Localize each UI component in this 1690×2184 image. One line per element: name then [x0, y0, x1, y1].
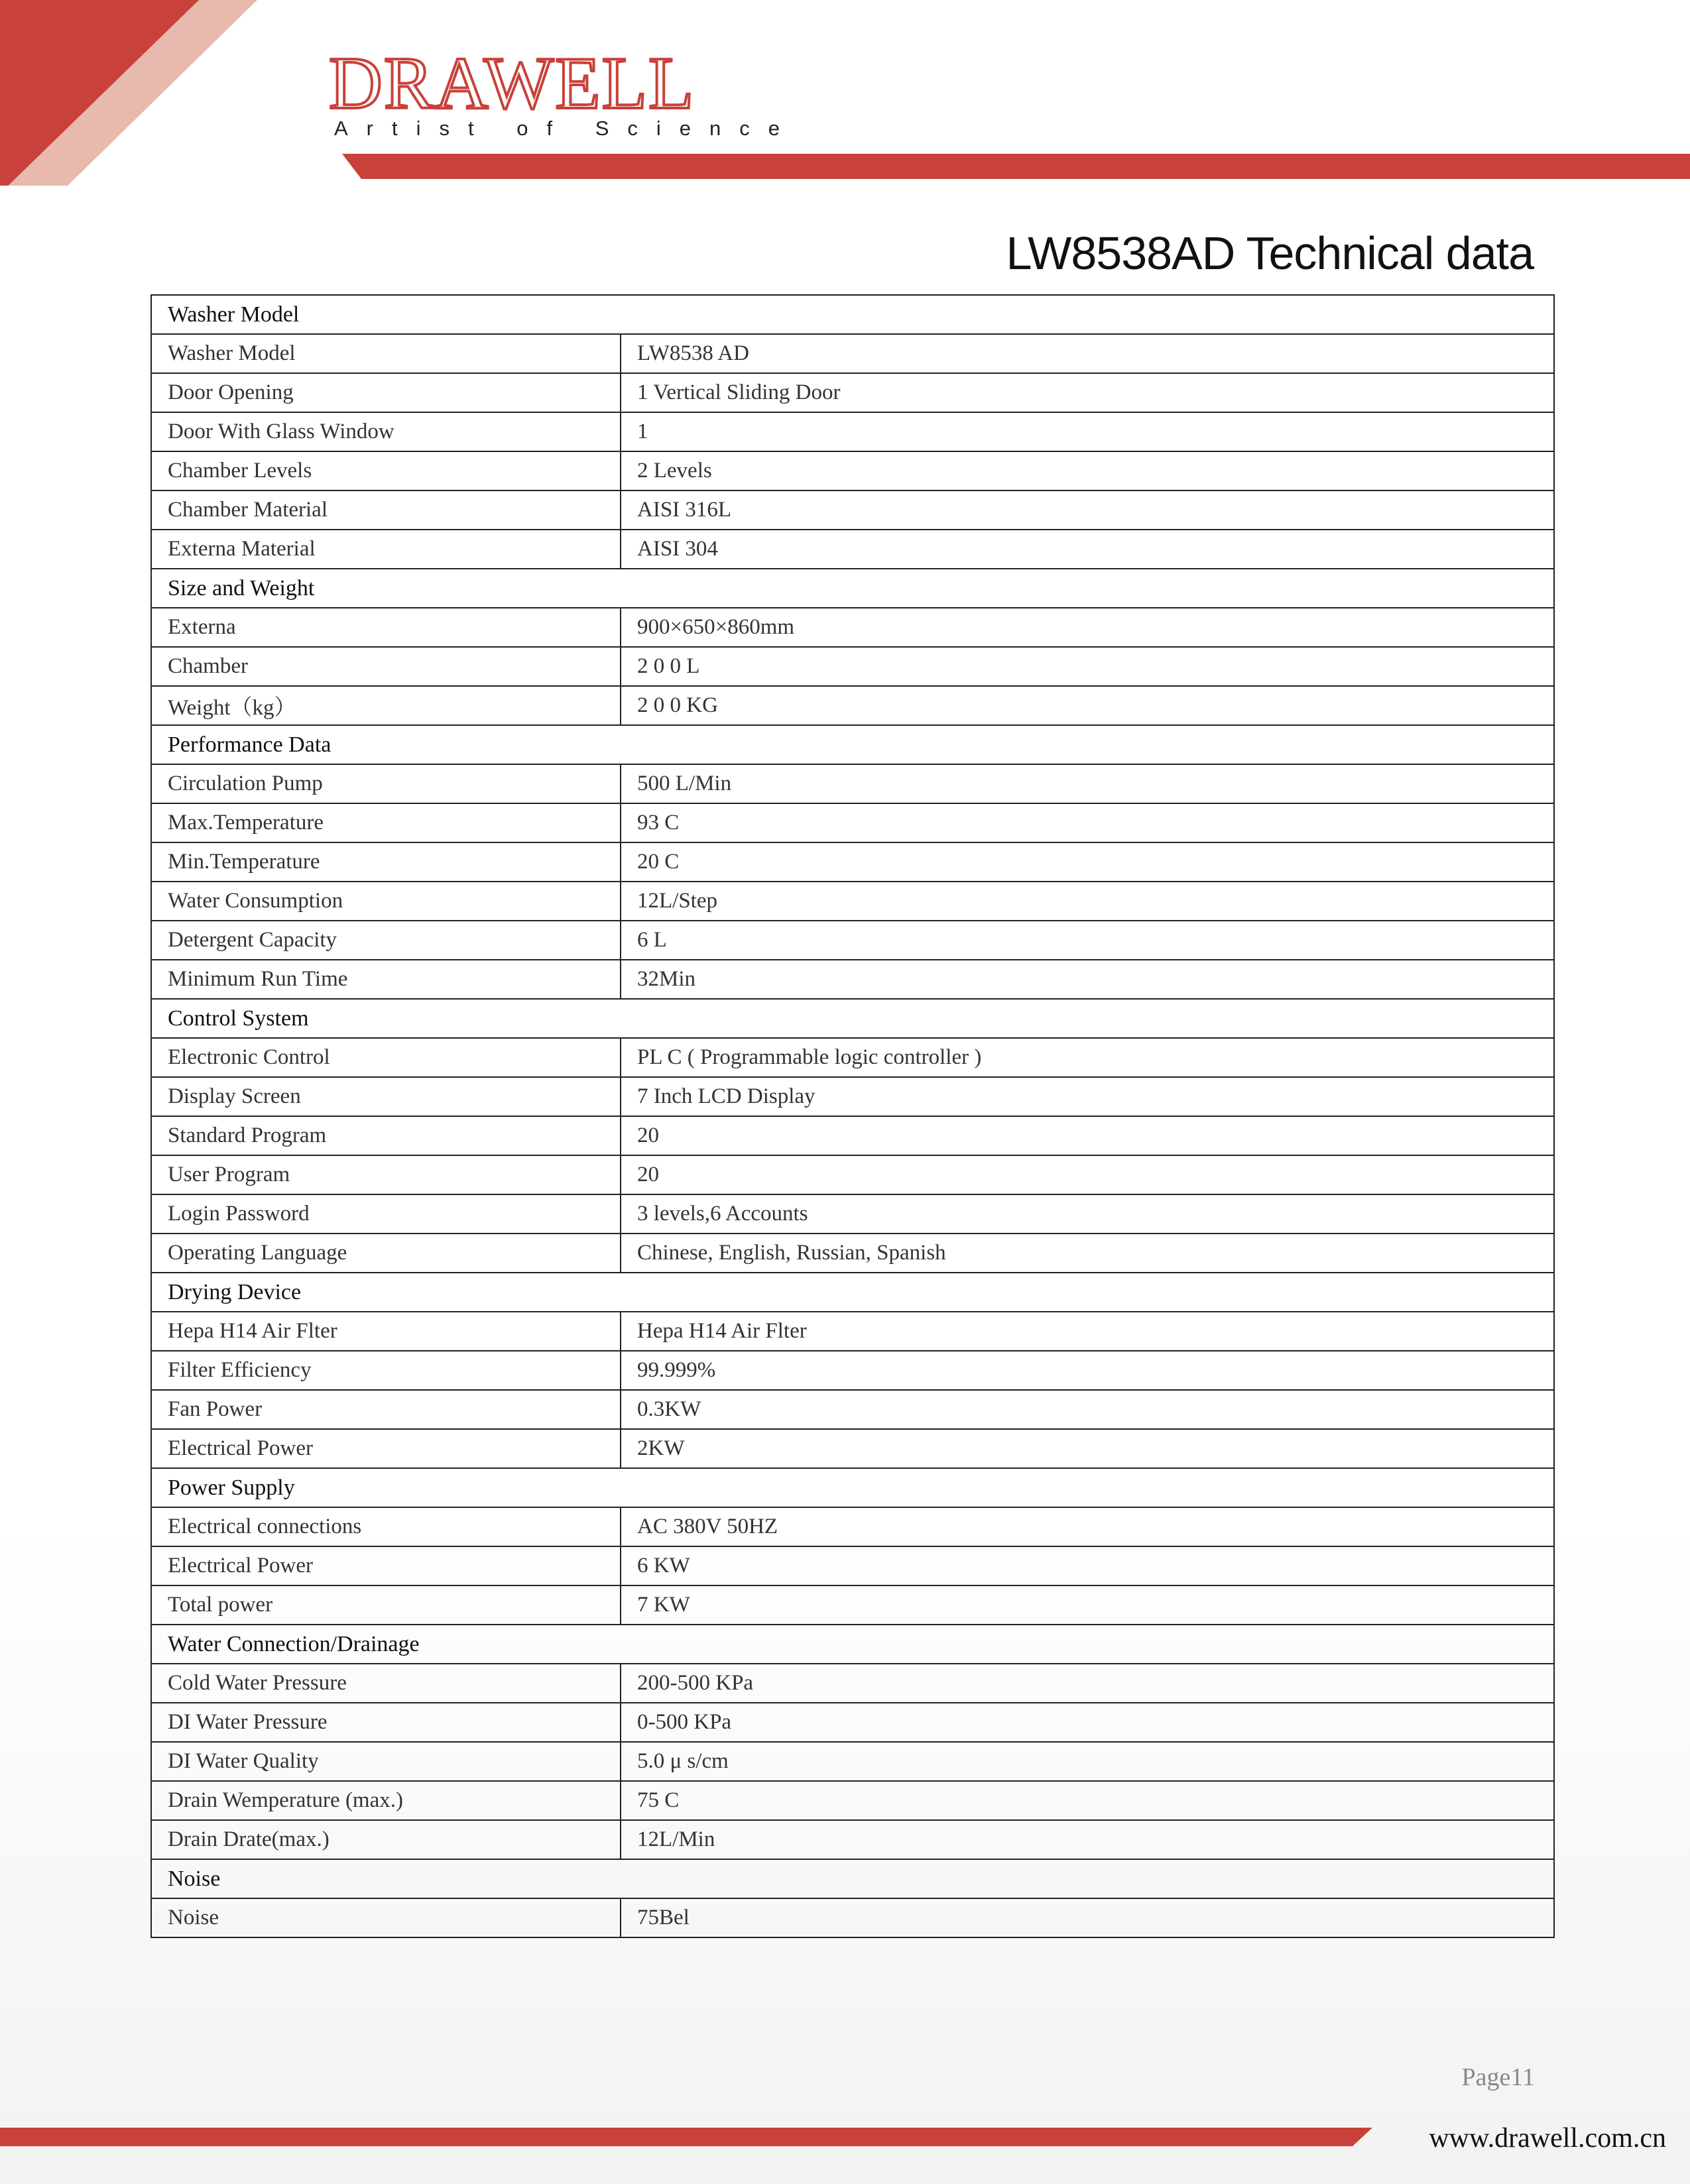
spec-value: 75Bel: [621, 1898, 1554, 1937]
table-row: [151, 1390, 1554, 1429]
spec-label: Standard Program: [151, 1116, 621, 1155]
table-row: [151, 1820, 1554, 1859]
section-header-row: [151, 1273, 1554, 1312]
spec-label: Login Password: [151, 1194, 621, 1234]
logo-tagline: Artist of Science: [334, 117, 798, 140]
spec-value: 75 C: [621, 1781, 1554, 1820]
spec-value: 5.0 μ s/cm: [621, 1742, 1554, 1781]
spec-label: Drain Drate(max.): [151, 1820, 621, 1859]
spec-label: Chamber Material: [151, 490, 621, 530]
table-row: [151, 1351, 1554, 1390]
section-title: Power Supply: [151, 1468, 1554, 1507]
header-decoration: [0, 0, 1690, 186]
spec-value: 32Min: [621, 960, 1554, 999]
spec-label: Chamber Levels: [151, 451, 621, 490]
logo-wordmark: DRAWELL: [329, 42, 695, 125]
spec-value: 1: [621, 412, 1554, 451]
section-title: Size and Weight: [151, 569, 1554, 608]
spec-label: Minimum Run Time: [151, 960, 621, 999]
table-row: [151, 1546, 1554, 1585]
table-row: [151, 1703, 1554, 1742]
spec-value: Hepa H14 Air Flter: [621, 1312, 1554, 1351]
spec-value: 12L/Min: [621, 1820, 1554, 1859]
spec-label: Weight（kg）: [151, 686, 621, 725]
spec-label: Electrical Power: [151, 1546, 621, 1585]
table-row: [151, 1742, 1554, 1781]
table-row: [151, 647, 1554, 686]
spec-label: Cold Water Pressure: [151, 1664, 621, 1703]
spec-label: Chamber: [151, 647, 621, 686]
spec-label: Min.Temperature: [151, 842, 621, 882]
spec-label: Electrical connections: [151, 1507, 621, 1546]
table-row: [151, 1194, 1554, 1234]
spec-value: 20: [621, 1155, 1554, 1194]
spec-label: User Program: [151, 1155, 621, 1194]
spec-value: AC 380V 50HZ: [621, 1507, 1554, 1546]
spec-table: [151, 294, 1555, 1938]
section-header-row: [151, 569, 1554, 608]
table-row: [151, 686, 1554, 725]
table-row: [151, 608, 1554, 647]
table-row: [151, 451, 1554, 490]
spec-value: 7 Inch LCD Display: [621, 1077, 1554, 1116]
spec-value: 7 KW: [621, 1585, 1554, 1625]
section-title: Control System: [151, 999, 1554, 1038]
spec-value: 20: [621, 1116, 1554, 1155]
table-row: [151, 882, 1554, 921]
spec-value: 2 Levels: [621, 451, 1554, 490]
section-header-row: [151, 1468, 1554, 1507]
spec-value: 12L/Step: [621, 882, 1554, 921]
spec-value: 6 L: [621, 921, 1554, 960]
spec-value: AISI 316L: [621, 490, 1554, 530]
spec-value: 93 C: [621, 803, 1554, 842]
spec-label: Fan Power: [151, 1390, 621, 1429]
spec-value: 2KW: [621, 1429, 1554, 1468]
table-row: [151, 1898, 1554, 1937]
spec-label: Electrical Power: [151, 1429, 621, 1468]
spec-label: Noise: [151, 1898, 621, 1937]
table-row: [151, 334, 1554, 373]
spec-value: 3 levels,6 Accounts: [621, 1194, 1554, 1234]
spec-label: Washer Model: [151, 334, 621, 373]
section-title: Washer Model: [151, 295, 1554, 334]
spec-value: 0-500 KPa: [621, 1703, 1554, 1742]
spec-value: 500 L/Min: [621, 764, 1554, 803]
spec-label: Total power: [151, 1585, 621, 1625]
table-row: [151, 1664, 1554, 1703]
section-header-row: [151, 295, 1554, 334]
table-row: [151, 490, 1554, 530]
table-row: [151, 412, 1554, 451]
section-title: Water Connection/Drainage: [151, 1625, 1554, 1664]
spec-label: Door With Glass Window: [151, 412, 621, 451]
page-title: LW8538AD Technical data: [1006, 227, 1534, 279]
table-row: [151, 1116, 1554, 1155]
table-row: [151, 803, 1554, 842]
section-header-row: [151, 1625, 1554, 1664]
spec-table-body: [151, 295, 1554, 1937]
spec-label: Max.Temperature: [151, 803, 621, 842]
spec-value: 900×650×860mm: [621, 608, 1554, 647]
spec-value: 2 0 0 KG: [621, 686, 1554, 725]
table-row: [151, 530, 1554, 569]
section-title: Drying Device: [151, 1273, 1554, 1312]
spec-value: AISI 304: [621, 530, 1554, 569]
spec-value: Chinese, English, Russian, Spanish: [621, 1234, 1554, 1273]
spec-value: 1 Vertical Sliding Door: [621, 373, 1554, 412]
table-row: [151, 1585, 1554, 1625]
spec-label: DI Water Pressure: [151, 1703, 621, 1742]
spec-label: Door Opening: [151, 373, 621, 412]
table-row: [151, 1077, 1554, 1116]
section-title: Performance Data: [151, 725, 1554, 764]
table-row: [151, 842, 1554, 882]
spec-label: Filter Efficiency: [151, 1351, 621, 1390]
section-header-row: [151, 999, 1554, 1038]
spec-label: Externa Material: [151, 530, 621, 569]
section-header-row: [151, 725, 1554, 764]
spec-label: Operating Language: [151, 1234, 621, 1273]
section-header-row: [151, 1859, 1554, 1898]
spec-label: Electronic Control: [151, 1038, 621, 1077]
table-row: [151, 1234, 1554, 1273]
table-row: [151, 1507, 1554, 1546]
spec-value: 0.3KW: [621, 1390, 1554, 1429]
table-row: [151, 373, 1554, 412]
spec-label: Water Consumption: [151, 882, 621, 921]
spec-value: 20 C: [621, 842, 1554, 882]
table-row: [151, 1312, 1554, 1351]
table-row: [151, 921, 1554, 960]
spec-value: 99.999%: [621, 1351, 1554, 1390]
table-row: [151, 960, 1554, 999]
spec-value: 200-500 KPa: [621, 1664, 1554, 1703]
section-title: Noise: [151, 1859, 1554, 1898]
spec-label: Hepa H14 Air Flter: [151, 1312, 621, 1351]
table-row: [151, 1038, 1554, 1077]
page-number: Page11: [1461, 2063, 1535, 2091]
spec-value: 6 KW: [621, 1546, 1554, 1585]
table-row: [151, 1429, 1554, 1468]
spec-value: LW8538 AD: [621, 334, 1554, 373]
spec-label: Drain Wemperature (max.): [151, 1781, 621, 1820]
spec-value: PL C ( Programmable logic controller ): [621, 1038, 1554, 1077]
spec-label: Externa: [151, 608, 621, 647]
brand-logo: [329, 42, 798, 141]
spec-label: DI Water Quality: [151, 1742, 621, 1781]
spec-label: Display Screen: [151, 1077, 621, 1116]
table-row: [151, 764, 1554, 803]
spec-label: Circulation Pump: [151, 764, 621, 803]
spec-label: Detergent Capacity: [151, 921, 621, 960]
table-row: [151, 1781, 1554, 1820]
footer-website: www.drawell.com.cn: [1429, 2123, 1666, 2154]
spec-value: 2 0 0 L: [621, 647, 1554, 686]
table-row: [151, 1155, 1554, 1194]
